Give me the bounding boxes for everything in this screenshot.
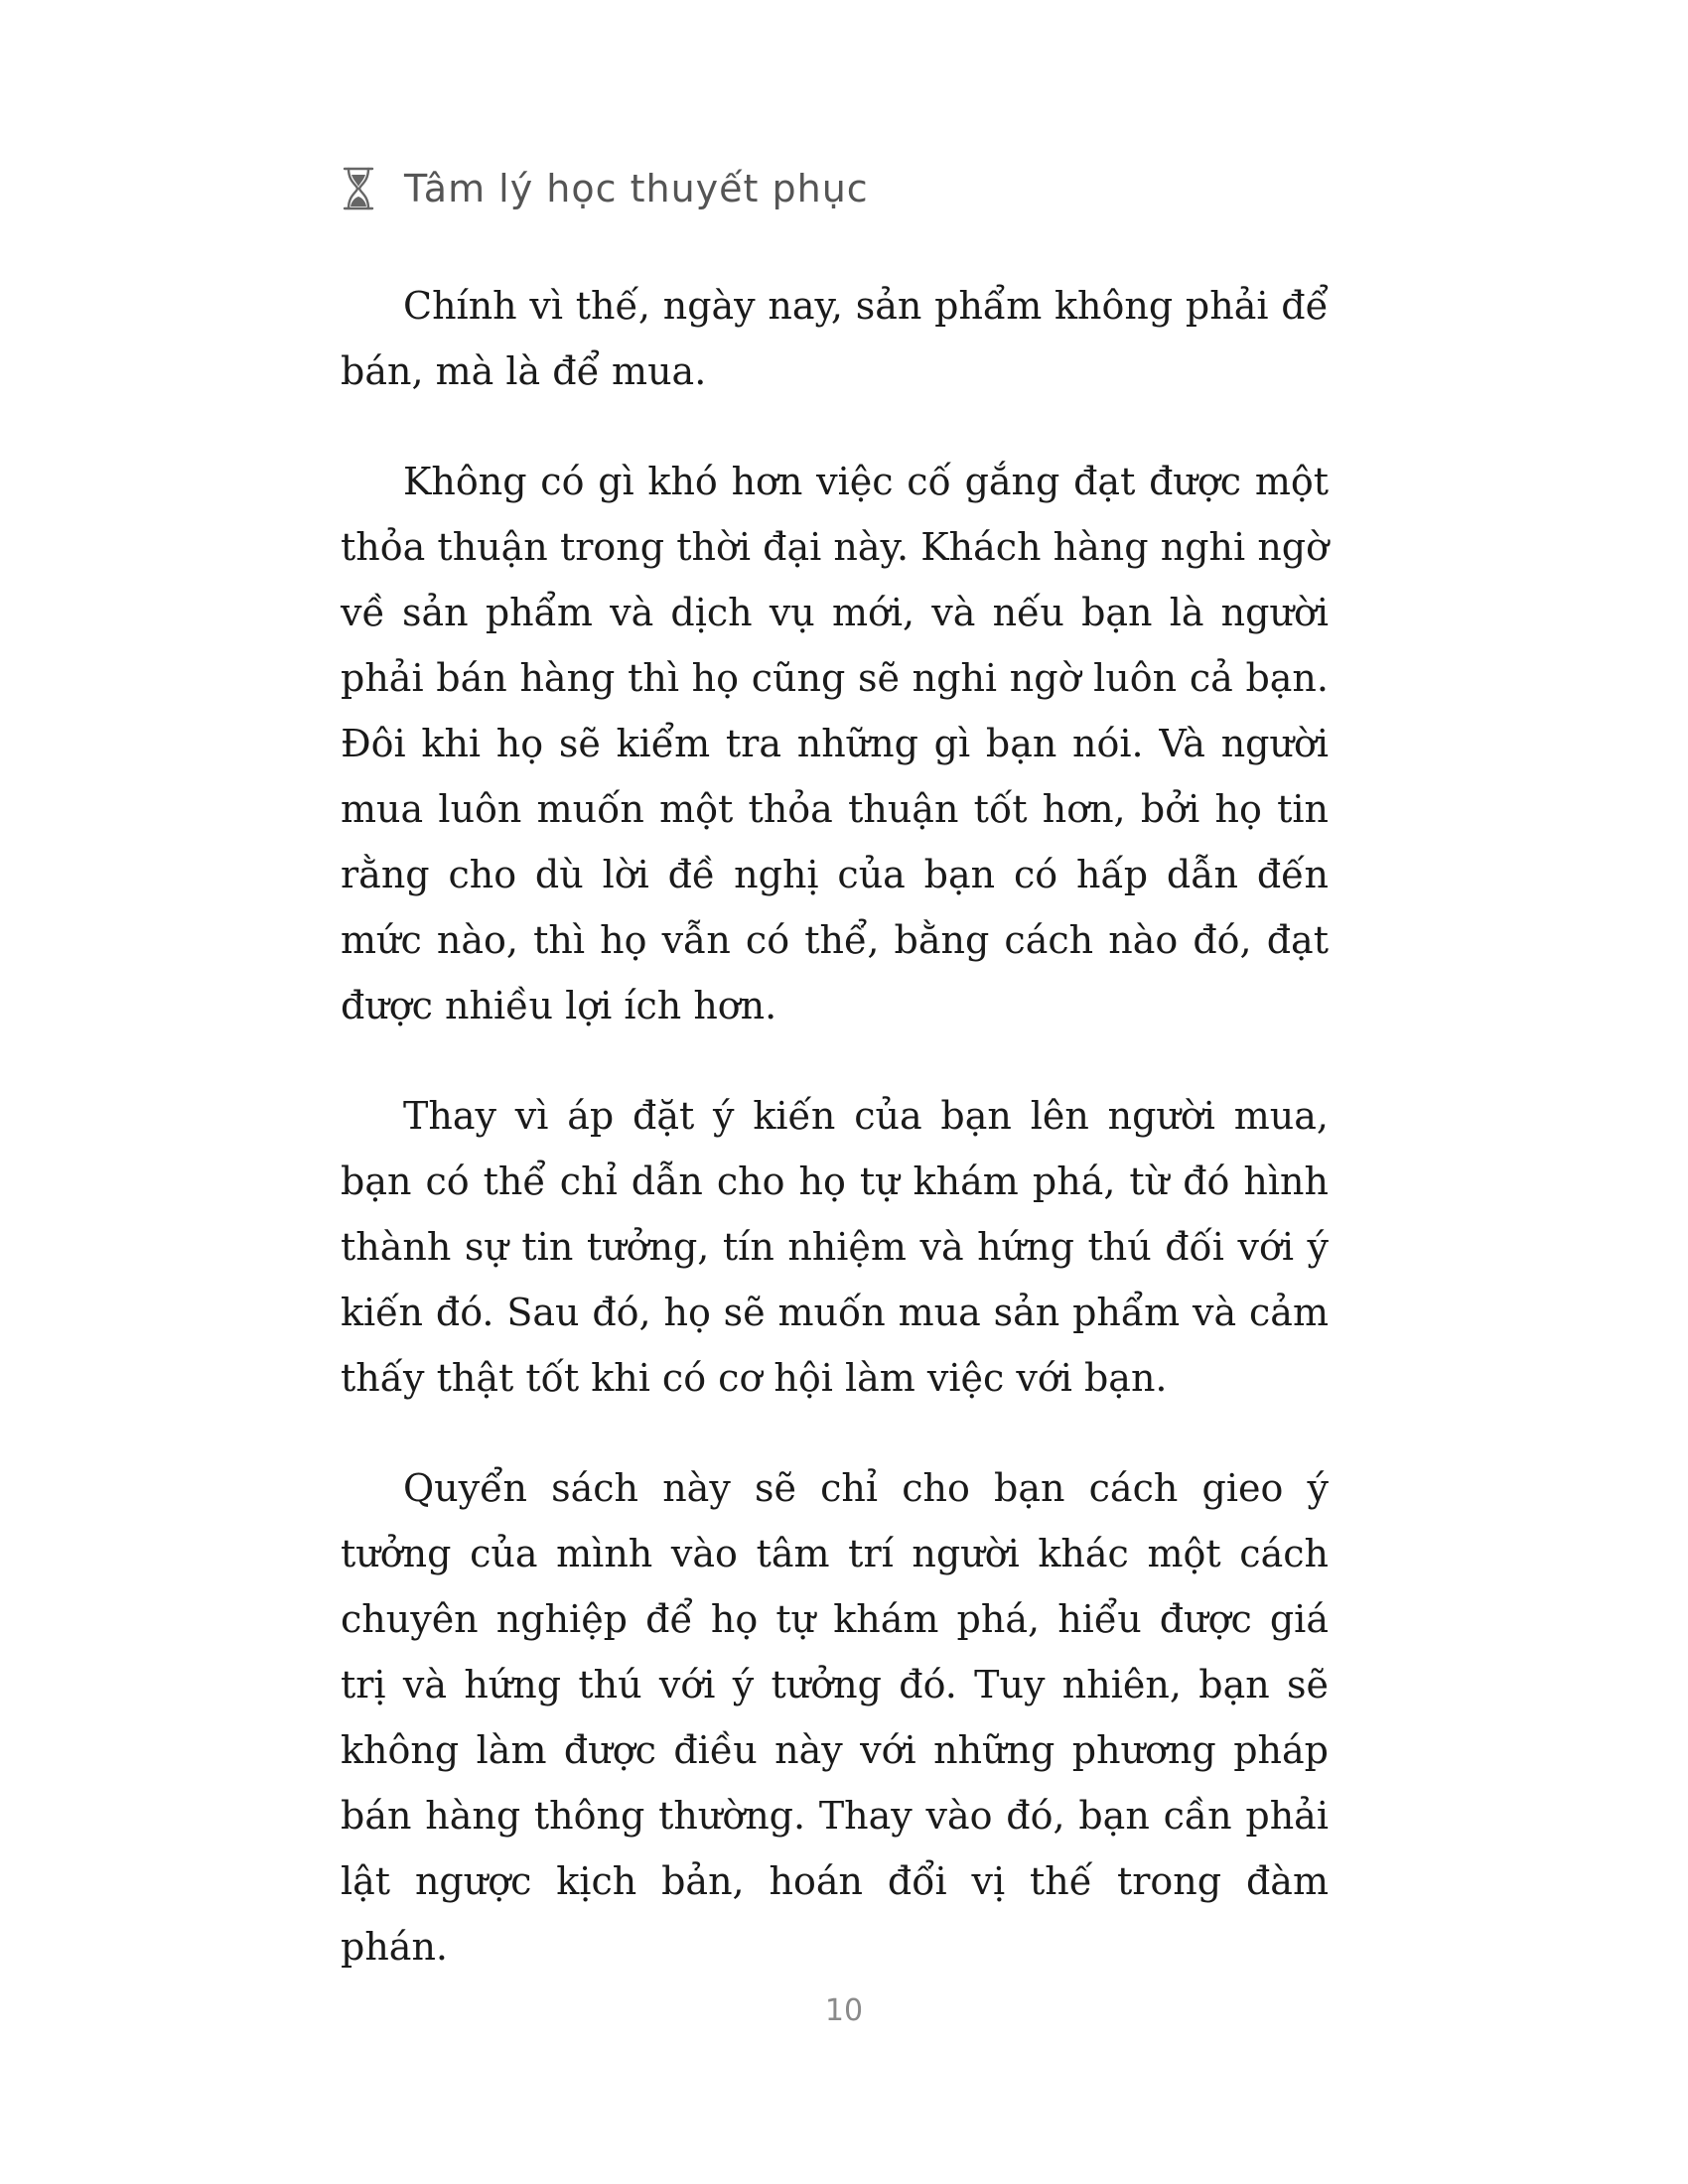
paragraph: Quyển sách này sẽ chỉ cho bạn cách gieo ý tưởng của mình vào tâm trí người khác một cách chuyên nghiệp để họ tự khám phá, hiểu được giá trị và hứng thú với ý tưởng đó. Tuy nhiên, bạn sẽ không làm được điều này với những phương pháp bán hàng thông thường. Thay vào đó, bạn cần phải lật ngược kịch bản, hoán đổi vị thế trong đàm phán. (341, 1466, 1329, 1969)
paragraph: Không có gì khó hơn việc cố gắng đạt được một thỏa thuận trong thời đại này. Khách hàng nghi ngờ về sản phẩm và dịch vụ mới, và nếu bạn là người phải bán hàng thì họ cũng sẽ nghi ngờ luôn cả bạn. Đôi khi họ sẽ kiểm tra những gì bạn nói. Và người mua luôn muốn một thỏa thuận tốt hơn, bởi họ tin rằng cho dù lời đề nghị của bạn có hấp dẫn đến mức nào, thì họ vẫn có thể, bằng cách nào đó, đạt được nhiều lợi ích hơn. (341, 460, 1329, 1027)
hourglass-icon (341, 166, 376, 211)
running-header (341, 157, 869, 220)
body-text (341, 273, 1329, 1979)
page-number: 10 (824, 1993, 864, 2028)
paragraph: Thay vì áp đặt ý kiến của bạn lên người mua, bạn có thể chỉ dẫn cho họ tự khám phá, từ đó hình thành sự tin tưởng, tín nhiệm và hứng thú đối với ý kiến đó. Sau đó, họ sẽ muốn mua sản phẩm và cảm thấy thật tốt khi có cơ hội làm việc với bạn. (341, 1094, 1329, 1400)
paragraph: Chính vì thế, ngày nay, sản phẩm không phải để bán, mà là để mua. (341, 284, 1329, 393)
running-header-title: Tâm lý học thuyết phục (404, 167, 869, 210)
